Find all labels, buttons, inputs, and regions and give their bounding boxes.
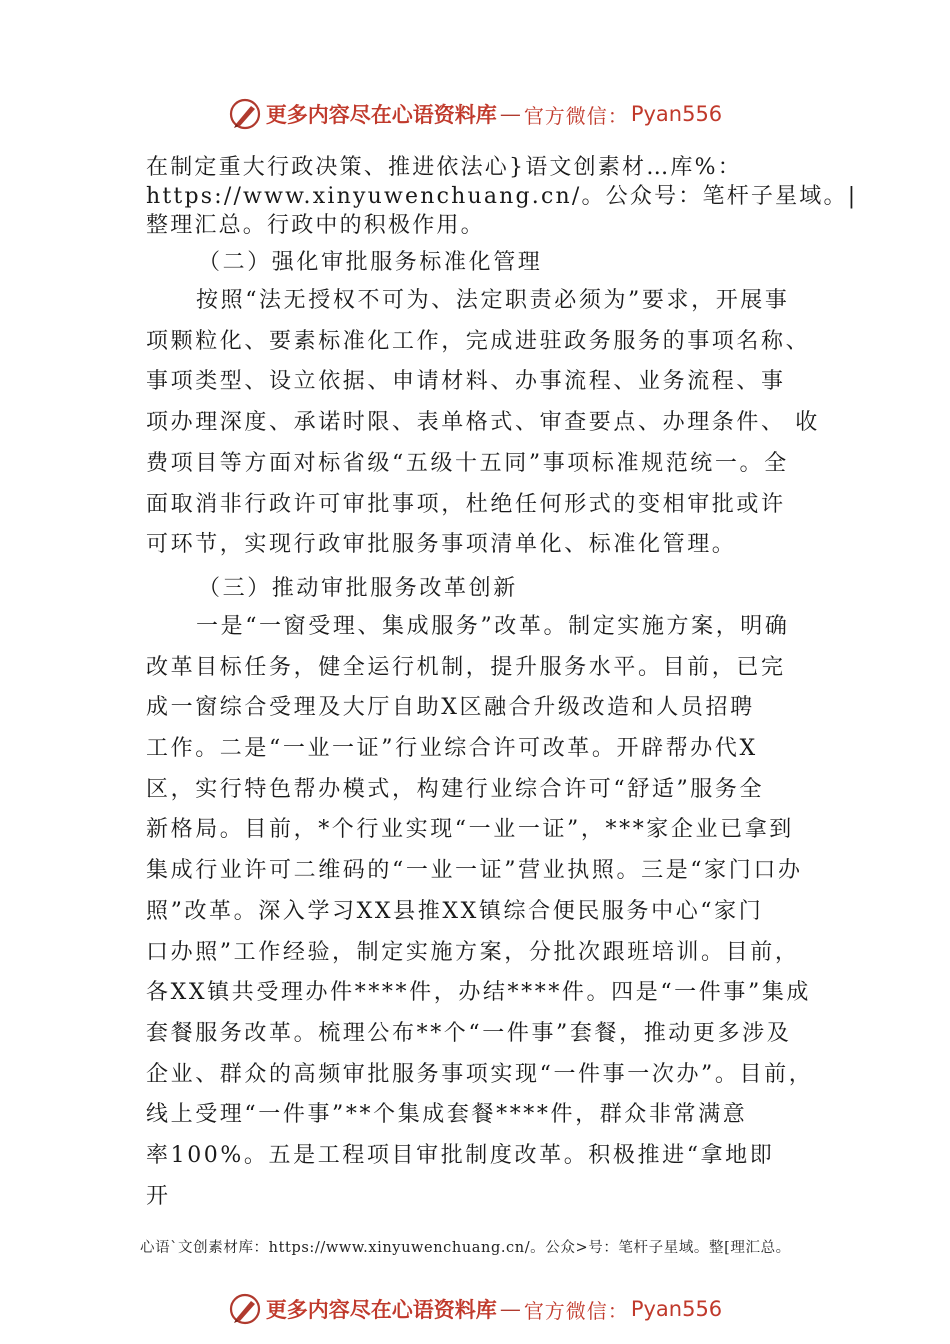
paragraph-line: 可环节，实现行政审批服务事项清单化、标准化管理。	[146, 532, 737, 558]
banner-wechat-label: 官方微信：	[523, 1298, 629, 1323]
body-line: 整理汇总。行政中的积极作用。	[146, 213, 485, 238]
paragraph-line: 各XX镇共受理办件****件，办结****件。四是“一件事”集成	[146, 980, 812, 1006]
pen-logo-icon	[228, 97, 262, 131]
paragraph-line: 改革目标任务，健全运行机制，提升服务水平。目前，已完	[146, 654, 786, 680]
body-line: https://www.xinyuwenchuang.cn/。公众号：笔杆子星域。|	[146, 184, 858, 209]
paragraph-line: 开	[146, 1183, 171, 1209]
paragraph-line: 企业、群众的高频审批服务事项实现“一件事一次办”。目前，	[146, 1061, 814, 1087]
banner-title: 更多内容尽在心语资料库	[265, 102, 497, 127]
paragraph-line: 成一窗综合受理及大厅自助X区融合升级改造和人员招聘	[146, 695, 755, 721]
paragraph-line: 新格局。目前，*个行业实现“一业一证”，***家企业已拿到	[146, 817, 794, 843]
paragraph-line: 口办照”工作经验，制定实施方案，分批次跟班培训。目前，	[146, 939, 800, 965]
paragraph-line: 面取消非行政许可审批事项，杜绝任何形式的变相审批或许	[146, 491, 786, 517]
section-heading: （二）强化审批服务标准化管理	[198, 250, 543, 275]
paragraph-line: 区，实行特色帮办模式，构建行业综合许可“舒适”服务全	[146, 776, 765, 802]
paragraph-line: 集成行业许可二维码的“一业一证”营业执照。三是“家门口办	[146, 858, 803, 884]
section-heading: （三）推动审批服务改革创新	[198, 575, 518, 601]
pen-logo-icon	[228, 1292, 262, 1326]
banner-wechat-id: Pyan556	[630, 102, 723, 126]
paragraph-line: 费项目等方面对标省级“五级十五同”事项标准规范统一。全	[146, 450, 789, 476]
banner-title: 更多内容尽在心语资料库	[265, 1297, 497, 1322]
paragraph-line: 项办理深度、承诺时限、表单格式、审查要点、办理条件、 收	[146, 410, 820, 436]
paragraph-line: 按照“法无授权不可为、法定职责必须为”要求，开展事	[196, 288, 790, 313]
paragraph-line: 项颗粒化、要素标准化工作，完成进驻政务服务的事项名称、	[146, 328, 811, 354]
paragraph-line: 事项类型、设立依据、申请材料、办事流程、业务流程、事	[146, 369, 786, 395]
banner-separator: —	[499, 1297, 521, 1321]
paragraph-line: 照”改革。深入学习XX县推XX镇综合便民服务中心“家门	[146, 898, 764, 924]
paragraph-line: 率100%。五是工程项目审批制度改革。积极推进“拿地即	[146, 1143, 775, 1169]
banner-wechat-label: 官方微信：	[523, 103, 629, 128]
banner-wechat-id: Pyan556	[630, 1297, 723, 1321]
paragraph-line: 套餐服务改革。梳理公布**个“一件事”套餐，推动更多涉及	[146, 1020, 792, 1046]
body-line: 在制定重大行政决策、推进依法心}语文创素材…库%：	[146, 155, 742, 180]
paragraph-line: 一是“一窗受理、集成服务”改革。制定实施方案，明确	[196, 613, 790, 639]
paragraph-line: 线上受理“一件事”**个集成套餐****件，群众非常满意	[146, 1102, 748, 1128]
footer-watermark-note: 心语`文创素材库：https://www.xinyuwenchuang.cn/。公众>号：笔杆子星域。整[理汇总。	[140, 1240, 791, 1256]
paragraph-line: 工作。二是“一业一证”行业综合许可改革。开辟帮办代X	[146, 736, 758, 762]
header-banner	[0, 94, 950, 134]
banner-separator: —	[499, 102, 521, 126]
footer-banner	[0, 1289, 950, 1329]
document-body	[146, 153, 858, 1217]
